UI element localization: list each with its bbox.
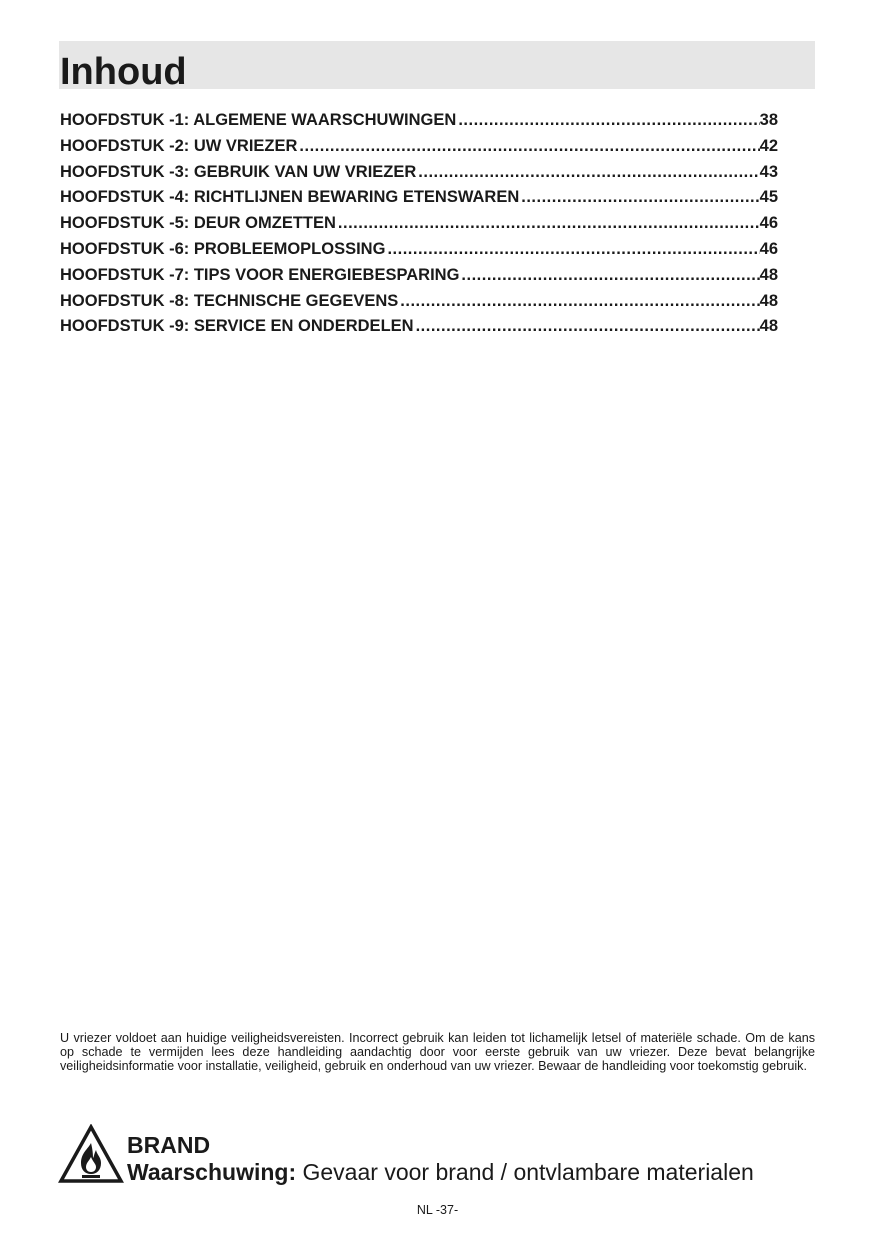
toc-leader-dots [416,314,760,340]
warning-lead: Waarschuwing: [127,1159,297,1185]
toc-leader-dots [458,108,759,134]
toc-entry-8[interactable] [60,289,778,315]
toc-entry-page: 45 [759,188,778,207]
title-bar [59,41,815,93]
toc-entry-2[interactable] [60,134,778,160]
toc-entry-label: HOOFDSTUK -7: TIPS VOOR ENERGIEBESPARING [60,265,460,284]
toc-entry-label: HOOFDSTUK -3: GEBRUIK VAN UW VRIEZER [60,162,417,181]
toc-entry-page: 42 [759,136,778,155]
toc-leader-dots [418,160,759,186]
toc-entry-4[interactable] [60,185,778,211]
toc-entry-5[interactable] [60,211,778,237]
toc-leader-dots [461,263,759,289]
toc-leader-dots [387,237,759,263]
toc-entry-label: HOOFDSTUK -6: PROBLEEMOPLOSSING [60,239,386,258]
toc-entry-6[interactable] [60,237,778,263]
toc-entry-page: 43 [759,162,778,181]
table-of-contents [60,108,778,340]
intro-paragraph: U vriezer voldoet aan huidige veiligheidsvereisten. Incorrect gebruik kan leiden tot lichamelijk letsel of materiële schade. Om de kans op schade te vermijden lees deze handleiding aandachtig door voor eerste gebruik van uw vriezer. Deze bevat belangrijke veiligheidsinformatie voor installatie, veiligheid, gebruik en onderhoud van uw vriezer. Bewaar de handleiding voor toekomstig gebruik. [60,1031,815,1074]
fire-warning-icon [58,1124,124,1184]
toc-entry-1[interactable] [60,108,778,134]
toc-entry-page: 46 [759,239,778,258]
toc-entry-label: HOOFDSTUK -4: RICHTLIJNEN BEWARING ETENSWAREN [60,188,520,207]
toc-entry-page: 48 [759,317,778,336]
page-number: NL -37- [416,1203,459,1217]
toc-leader-dots [521,185,759,211]
toc-entry-page: 48 [759,291,778,310]
toc-entry-label: HOOFDSTUK -1: ALGEMENE WAARSCHUWINGEN [60,111,457,129]
toc-entry-9[interactable] [60,314,778,340]
toc-leader-dots [338,211,760,237]
warning-text [127,1158,754,1186]
toc-entry-label: HOOFDSTUK -5: DEUR OMZETTEN [60,214,336,233]
toc-entry-label: HOOFDSTUK -2: UW VRIEZER [60,136,298,155]
warning-message: Gevaar voor brand / ontvlambare materialen [296,1159,754,1185]
toc-leader-dots [400,289,759,315]
toc-entry-3[interactable] [60,160,778,186]
page-title: Inhoud [60,51,187,93]
toc-entry-label: HOOFDSTUK -9: SERVICE EN ONDERDELEN [60,317,414,336]
warning-heading: BRAND [127,1132,211,1158]
toc-entry-7[interactable] [60,263,778,289]
toc-entry-page: 46 [759,214,778,233]
toc-leader-dots [299,134,759,160]
toc-entry-page: 38 [759,111,778,129]
toc-entry-page: 48 [759,265,778,284]
toc-entry-label: HOOFDSTUK -8: TECHNISCHE GEGEVENS [60,291,399,310]
